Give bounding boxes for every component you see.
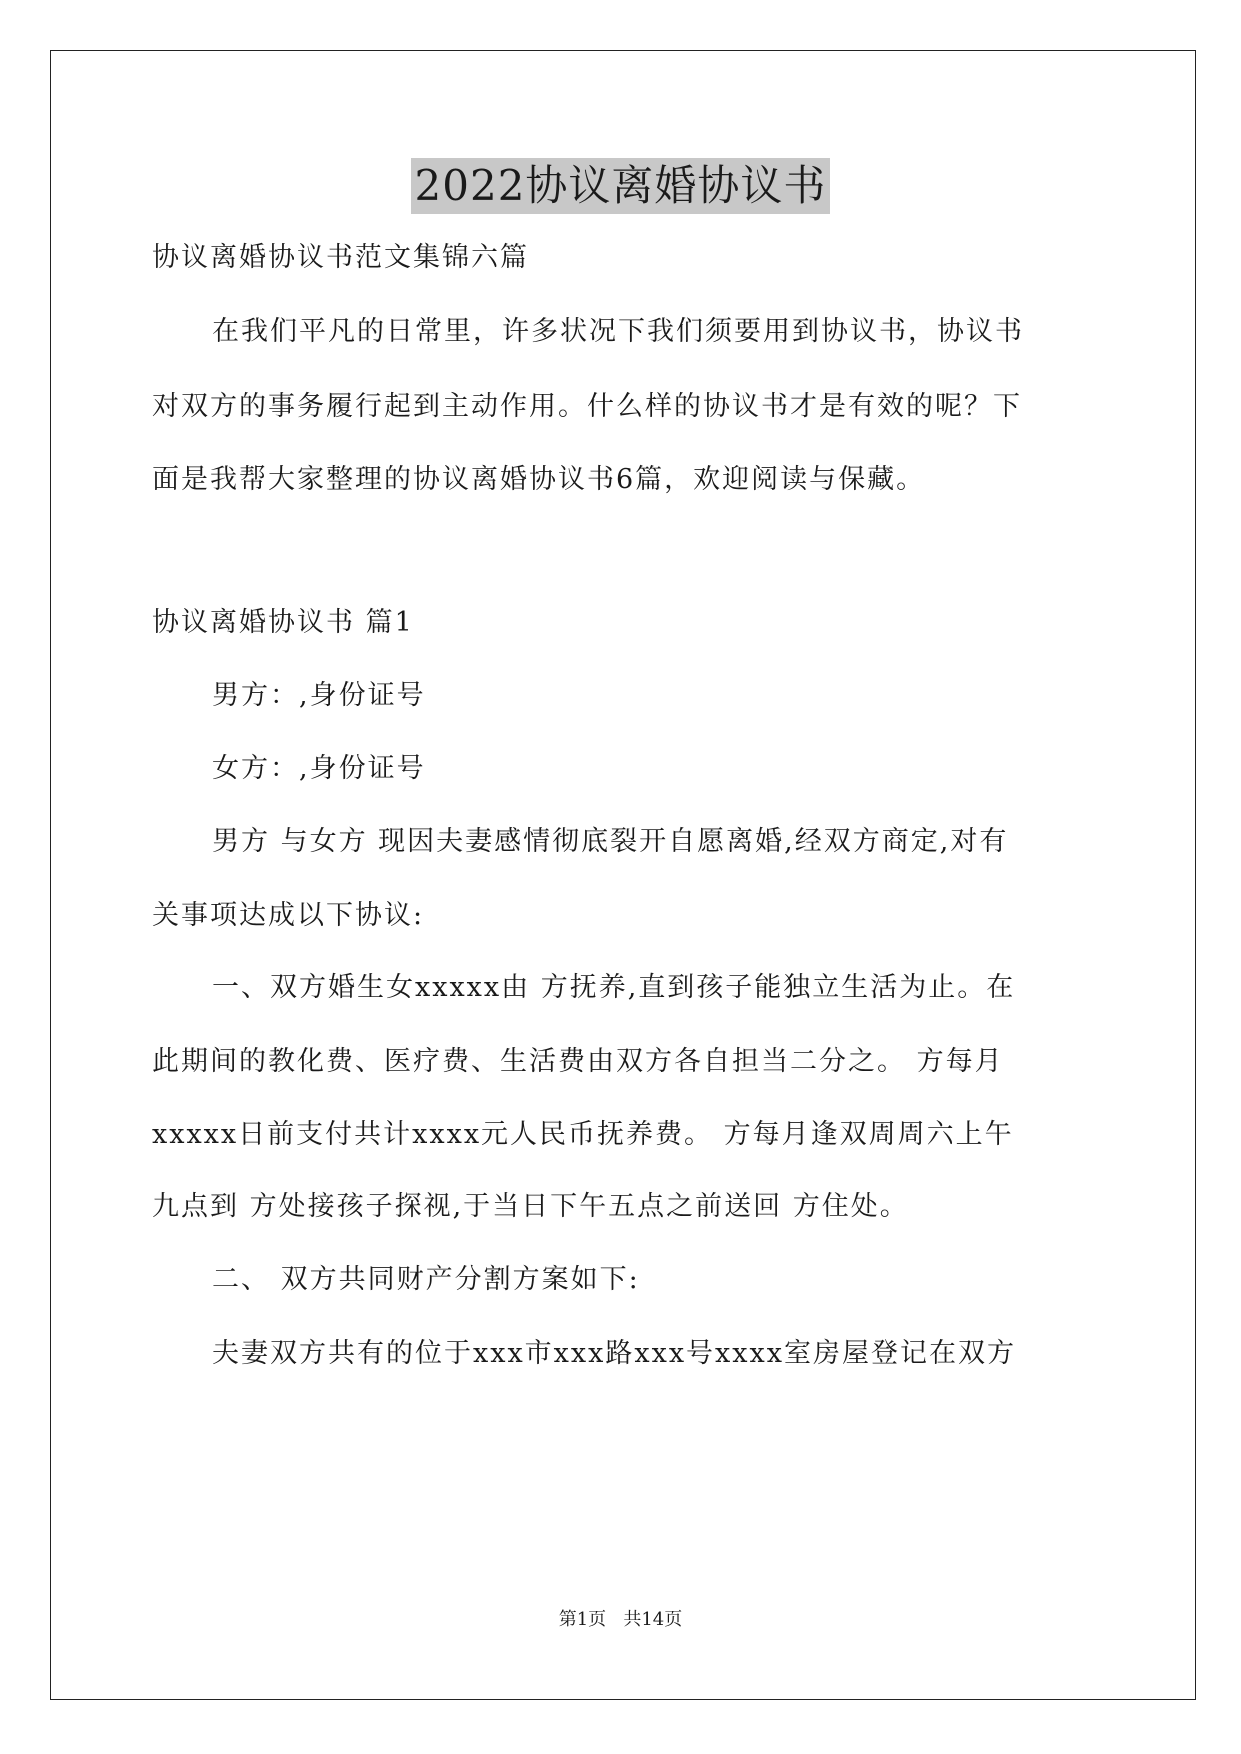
wife-line: 女方：,身份证号 (212, 753, 426, 784)
document-title: 2022协议离婚协议书 (411, 158, 831, 214)
page-number-footer: 第1页 共14页 (558, 1609, 683, 1630)
agreement-paragraph-line: 男方 与女方 现因夫妻感情彻底裂开自愿离婚,经双方商定,对有 (212, 826, 1009, 857)
section-heading: 协议离婚协议书 篇1 (152, 607, 414, 638)
agreement-paragraph-line: 关事项达成以下协议: (152, 900, 425, 931)
clause-one-line: 九点到 方处接孩子探视,于当日下午五点之前送回 方住处。 (152, 1191, 909, 1222)
intro-paragraph-line: 在我们平凡的日常里，许多状况下我们须要用到协议书，协议书 (212, 316, 1024, 347)
intro-paragraph-line: 对双方的事务履行起到主动作用。什么样的协议书才是有效的呢？下 (152, 391, 1022, 422)
clause-one-line: 此期间的教化费、医疗费、生活费由双方各自担当二分之。 方每月 (152, 1046, 1004, 1077)
property-paragraph-line: 夫妻双方共有的位于xxx市xxx路xxx号xxxx室房屋登记在双方 (212, 1338, 1016, 1369)
husband-line: 男方：,身份证号 (212, 680, 426, 711)
clause-two-heading: 二、 双方共同财产分割方案如下: (212, 1264, 640, 1295)
page-border (50, 50, 1196, 1700)
clause-one-line: 一、双方婚生女xxxxx由 方抚养,直到孩子能独立生活为止。在 (212, 972, 1016, 1003)
intro-paragraph-line: 面是我帮大家整理的协议离婚协议书6篇，欢迎阅读与保藏。 (152, 464, 926, 495)
subtitle-line: 协议离婚协议书范文集锦六篇 (152, 242, 529, 273)
title-container (0, 158, 1241, 214)
clause-one-line: xxxxx日前支付共计xxxx元人民币抚养费。 方每月逢双周周六上午 (152, 1119, 1014, 1150)
